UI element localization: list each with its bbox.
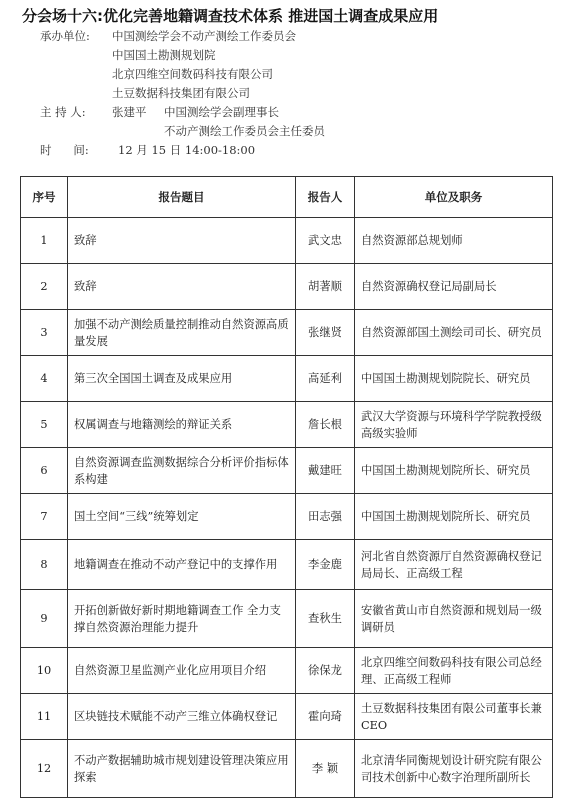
organizer-item: 北京四维空间数码科技有限公司 <box>112 67 273 81</box>
cell-topic: 开拓创新做好新时期地籍调查工作 全力支撑自然资源治理能力提升 <box>68 590 296 648</box>
host-name: 张建平 <box>112 105 147 119</box>
cell-no: 5 <box>21 402 68 448</box>
table-row <box>21 590 553 648</box>
table-row <box>21 218 553 264</box>
table-row <box>21 694 553 740</box>
cell-topic: 国土空间“三线”统筹划定 <box>68 494 296 540</box>
organizer-item: 中国测绘学会不动产测绘工作委员会 <box>112 29 296 43</box>
cell-no: 8 <box>21 540 68 590</box>
table-row <box>21 402 553 448</box>
cell-no: 1 <box>21 218 68 264</box>
header-no: 序号 <box>21 177 68 218</box>
table-row <box>21 540 553 590</box>
time-value: 12 月 15 日 14:00-18:00 <box>118 143 256 157</box>
cell-no: 4 <box>21 356 68 402</box>
cell-no: 6 <box>21 448 68 494</box>
organizers-row <box>40 27 90 46</box>
schedule-table <box>20 176 553 798</box>
cell-affiliation: 中国国土勘测规划院所长、研究员 <box>355 494 553 540</box>
header-affiliation: 单位及职务 <box>355 177 553 218</box>
cell-speaker: 武文忠 <box>296 218 355 264</box>
table-header-row <box>21 177 553 218</box>
cell-topic: 自然资源调查监测数据综合分析评价指标体系构建 <box>68 448 296 494</box>
cell-speaker: 胡著顺 <box>296 264 355 310</box>
time-row <box>40 141 89 160</box>
cell-speaker: 李金鹿 <box>296 540 355 590</box>
table-row <box>21 448 553 494</box>
cell-topic: 第三次全国国土调查及成果应用 <box>68 356 296 402</box>
table-row <box>21 264 553 310</box>
cell-topic: 自然资源卫星监测产业化应用项目介绍 <box>68 648 296 694</box>
header-speaker: 报告人 <box>296 177 355 218</box>
cell-no: 2 <box>21 264 68 310</box>
organizers-label: 承办单位: <box>40 29 90 43</box>
cell-affiliation: 北京清华同衡规划设计研究院有限公司技术创新中心数字治理所副所长 <box>355 740 553 798</box>
cell-speaker: 查秋生 <box>296 590 355 648</box>
cell-topic: 区块链技术赋能不动产三维立体确权登记 <box>68 694 296 740</box>
cell-speaker: 詹长根 <box>296 402 355 448</box>
table-row <box>21 494 553 540</box>
cell-no: 9 <box>21 590 68 648</box>
host-title-line2: 不动产测绘工作委员会主任委员 <box>164 124 325 138</box>
table-row <box>21 356 553 402</box>
cell-no: 3 <box>21 310 68 356</box>
cell-topic: 地籍调查在推动不动产登记中的支撑作用 <box>68 540 296 590</box>
cell-affiliation: 中国国土勘测规划院所长、研究员 <box>355 448 553 494</box>
cell-affiliation: 武汉大学资源与环境科学学院教授级高级实验师 <box>355 402 553 448</box>
table-row <box>21 740 553 798</box>
cell-affiliation: 自然资源部国土测绘司司长、研究员 <box>355 310 553 356</box>
host-title-line1: 中国测绘学会副理事长 <box>164 105 279 119</box>
cell-speaker: 霍向琦 <box>296 694 355 740</box>
cell-speaker: 戴建旺 <box>296 448 355 494</box>
cell-affiliation: 土豆数据科技集团有限公司董事长兼 CEO <box>355 694 553 740</box>
cell-no: 12 <box>21 740 68 798</box>
cell-speaker: 徐保龙 <box>296 648 355 694</box>
cell-no: 7 <box>21 494 68 540</box>
organizer-item: 中国国土勘测规划院 <box>112 48 216 62</box>
host-row <box>40 103 86 122</box>
cell-topic: 致辞 <box>68 264 296 310</box>
cell-speaker: 田志强 <box>296 494 355 540</box>
table-row <box>21 648 553 694</box>
cell-speaker: 张继贤 <box>296 310 355 356</box>
cell-topic: 不动产数据辅助城市规划建设管理决策应用探索 <box>68 740 296 798</box>
cell-topic: 加强不动产测绘质量控制推动自然资源高质量发展 <box>68 310 296 356</box>
table-row <box>21 310 553 356</box>
cell-speaker: 李 颖 <box>296 740 355 798</box>
time-label: 时 间: <box>40 143 89 157</box>
cell-affiliation: 自然资源确权登记局副局长 <box>355 264 553 310</box>
cell-topic: 权属调查与地籍测绘的辩证关系 <box>68 402 296 448</box>
cell-no: 11 <box>21 694 68 740</box>
cell-no: 10 <box>21 648 68 694</box>
cell-affiliation: 安徽省黄山市自然资源和规划局一级调研员 <box>355 590 553 648</box>
cell-affiliation: 自然资源部总规划师 <box>355 218 553 264</box>
organizer-item: 土豆数据科技集团有限公司 <box>112 86 250 100</box>
host-label: 主 持 人: <box>40 105 86 119</box>
cell-topic: 致辞 <box>68 218 296 264</box>
cell-affiliation: 北京四维空间数码科技有限公司总经理、正高级工程师 <box>355 648 553 694</box>
header-topic: 报告题目 <box>68 177 296 218</box>
cell-affiliation: 河北省自然资源厅自然资源确权登记局局长、正高级工程 <box>355 540 553 590</box>
cell-speaker: 高延利 <box>296 356 355 402</box>
cell-affiliation: 中国国土勘测规划院院长、研究员 <box>355 356 553 402</box>
page-title: 分会场十六:优化完善地籍调查技术体系 推进国土调查成果应用 <box>22 7 439 25</box>
